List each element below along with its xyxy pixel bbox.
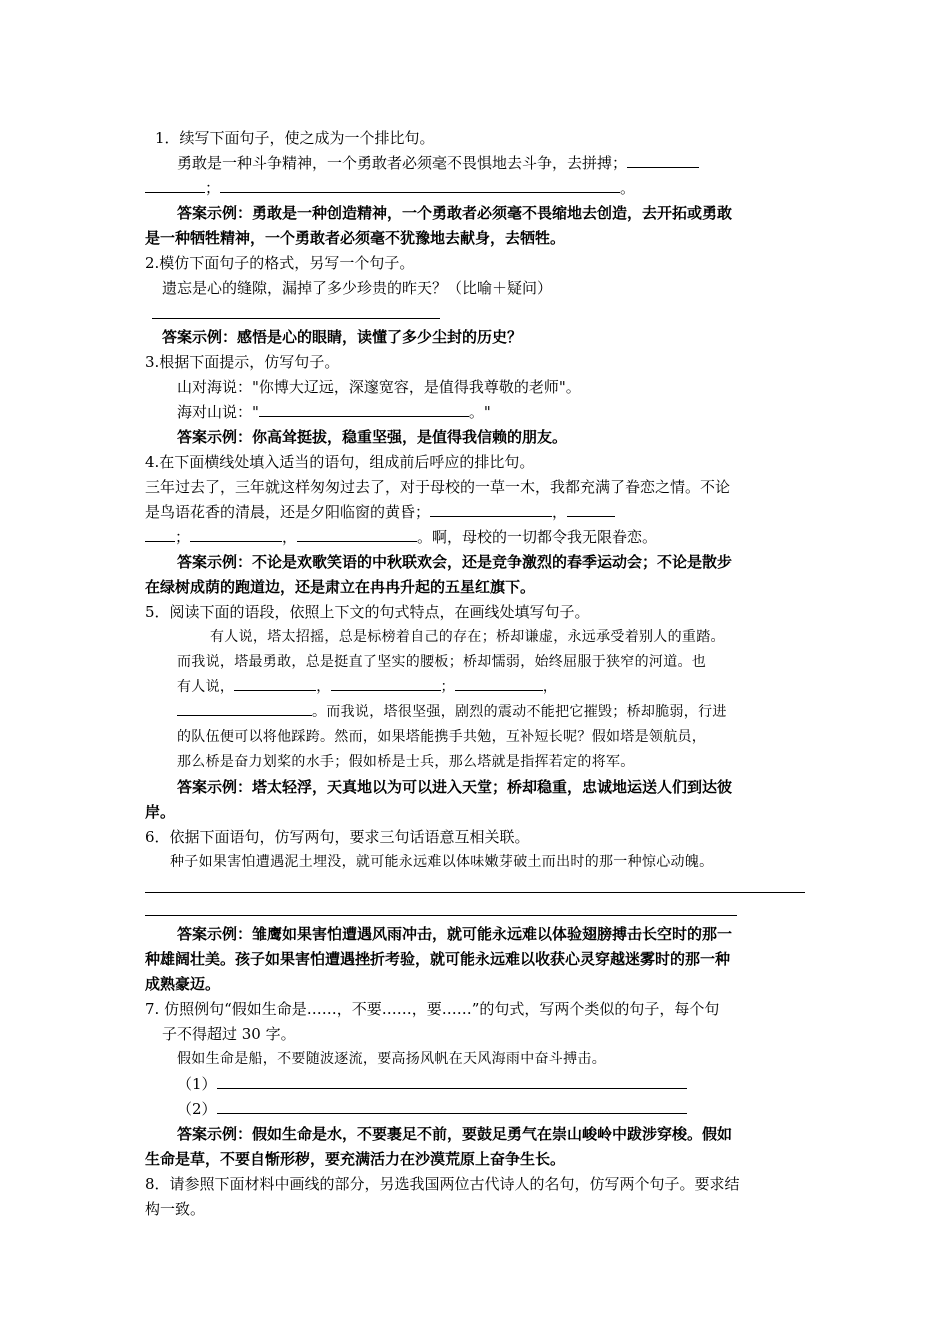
q5-blank-4[interactable] [177,701,312,716]
q1-prompt-text: 勇敢是一种斗争精神，一个勇敢者必须毫不畏惧地去斗争，去拼搏； [177,154,628,172]
q5-semicolon: ； [440,679,455,695]
q6-answer-blank-2[interactable] [145,915,737,916]
q4-semicolon: ； [175,528,191,546]
q1-period: 。 [620,179,636,197]
q1-answer-line-2: 是一种牺牲精神，一个勇敢者必须毫不犹豫地去献身，去牺牲。 [145,229,566,247]
q2-prompt: 遗忘是心的缝隙，漏掉了多少珍贵的昨天？（比喻＋疑问） [162,279,553,297]
q1-blank-2[interactable] [145,178,205,193]
q2-title: 2.模仿下面句子的格式，另写一个句子。 [145,254,415,272]
q1-semicolon: ； [205,179,221,197]
q3-line-2 [177,400,842,424]
q5-para-line-5: 的队伍便可以将他踩跨。然而，如果塔能携手共勉，互补短长呢？假如塔是领航员， [177,729,707,745]
q4-title: 4.在下面横线处填入适当的语句，组成前后呼应的排比句。 [145,453,535,471]
q4-comma-1: ， [552,503,568,521]
q8-title-line-2: 构一致。 [145,1200,206,1218]
q7-item-2 [177,1097,842,1121]
q4-blank-1[interactable] [430,502,552,517]
q6-prompt: 种子如果害怕遭遇泥土埋没，就可能永远难以体味嫩芽破土而出时的那一种惊心动魄。 [170,854,714,870]
q7-item-1-label: （1） [177,1075,217,1093]
q5-title: 5．阅读下面的语段，依照上下文的句式特点，在画线处填写句子。 [145,603,590,621]
q5-answer-line-2: 岸。 [145,803,176,821]
q7-answer-line-2: 生命是草，不要自惭形秽，要充满活力在沙漠荒原上奋争生长。 [145,1150,566,1168]
q1-answer-line-1: 答案示例：勇敢是一种创造精神，一个勇敢者必须毫不畏缩地去创造，去开拓或勇敢 [177,204,733,222]
q6-answer-line-2: 种雄阔壮美。孩子如果害怕遭遇挫折考验，就可能永远难以收获心灵穿越迷雾时的那一种 [145,950,731,968]
q3-line-2-pre: 海对山说：" [177,403,259,421]
q5-para-line-3 [177,675,842,699]
q3-title: 3.根据下面提示，仿写句子。 [145,353,340,371]
q4-blank-5[interactable] [297,527,417,542]
q6-answer-blank-1[interactable] [145,892,805,893]
q3-answer: 答案示例：你高耸挺拔，稳重坚强，是值得我信赖的朋友。 [177,428,568,446]
q4-line-2-text: 是鸟语花香的清晨，还是夕阳临窗的黄昏； [145,503,431,521]
q1-prompt [177,151,842,175]
q4-answer-line-1: 答案示例：不论是欢歌笑语的中秋联欢会，还是竞争激烈的春季运动会；不论是散步 [177,553,733,571]
q4-comma-2: ， [282,528,298,546]
q3-blank[interactable] [259,402,469,417]
q5-para-line-4-text: 。而我说，塔很坚强，剧烈的震动不能把它摧毁；桥却脆弱，行进 [312,704,727,720]
q4-line-2 [145,500,810,524]
q7-answer-line-1: 答案示例：假如生命是水，不要裹足不前，要鼓足勇气在崇山峻岭中跋涉穿梭。假如 [177,1125,733,1143]
q8-title-line-1: 8．请参照下面材料中画线的部分，另选我国两位古代诗人的名句，仿写两个句子。要求结 [145,1175,740,1193]
q3-line-2-post: 。" [468,403,491,421]
q7-title-line-2: 子不得超过 30 字。 [162,1025,296,1043]
q4-line-3-end: 。啊，母校的一切都令我无限眷恋。 [417,528,658,546]
q6-answer-line-1: 答案示例：雏鹰如果害怕遭遇风雨冲击，就可能永远难以体验翅膀搏击长空时的那一 [177,925,733,943]
q4-line-1: 三年过去了，三年就这样匆匆过去了，对于母校的一草一木，我都充满了眷恋之情。不论 [145,478,731,496]
q7-example: 假如生命是船，不要随波逐流，要高扬风帆在天风海雨中奋斗搏击。 [177,1051,606,1067]
q5-blank-2[interactable] [331,676,441,691]
q2-answer-blank[interactable] [152,318,440,319]
q5-comma-1: ， [316,679,331,695]
q5-answer-line-1: 答案示例：塔太轻浮，天真地以为可以进入天堂；桥却稳重，忠诚地运送人们到达彼 [177,778,733,796]
q1-blank-1[interactable] [627,153,699,168]
q4-blank-4[interactable] [190,527,282,542]
q5-para-line-6: 那么桥是奋力划桨的水手；假如桥是士兵，那么塔就是指挥若定的将军。 [177,754,635,770]
q7-item-1 [177,1072,842,1096]
q7-title-line-1: 7. 仿照例句“假如生命是……，不要……，要……”的句式，写两个类似的句子，每个句 [145,1000,720,1018]
q5-para-line-2: 而我说，塔最勇敢，总是挺直了坚实的腰板；桥却懦弱，始终屈服于狭窄的河道。也 [177,654,707,670]
q7-blank-2[interactable] [217,1099,687,1114]
q5-blank-3[interactable] [455,676,543,691]
q1-blank-3[interactable] [220,178,620,193]
q7-blank-1[interactable] [217,1074,687,1089]
q4-blank-2[interactable] [567,502,615,517]
q5-blank-1[interactable] [234,676,316,691]
q5-para-line-3-text: 有人说， [177,679,235,695]
q7-item-2-label: （2） [177,1100,217,1118]
q4-blank-3[interactable] [145,527,175,542]
q6-answer-line-3: 成熟豪迈。 [145,975,221,993]
q4-line-3 [145,525,810,549]
q5-comma-2: ， [542,679,558,695]
q3-line-1: 山对海说："你博大辽远，深邃宽容，是值得我尊敬的老师"。 [177,378,581,396]
q1-blank-line [145,176,810,200]
q6-title: 6．依据下面语句，仿写两句，要求三句话语意互相关联。 [145,828,530,846]
q4-answer-line-2: 在绿树成荫的跑道边，还是肃立在冉冉升起的五星红旗下。 [145,578,536,596]
q5-para-line-4 [177,700,842,724]
q1-title: 1．续写下面句子，使之成为一个排比句。 [155,129,435,147]
q2-answer: 答案示例：感悟是心的眼睛，读懂了多少尘封的历史？ [162,328,523,346]
q5-para-line-1: 有人说，塔太招摇，总是标榜着自己的存在；桥却谦虚，永远承受着别人的重踏。 [210,629,725,645]
